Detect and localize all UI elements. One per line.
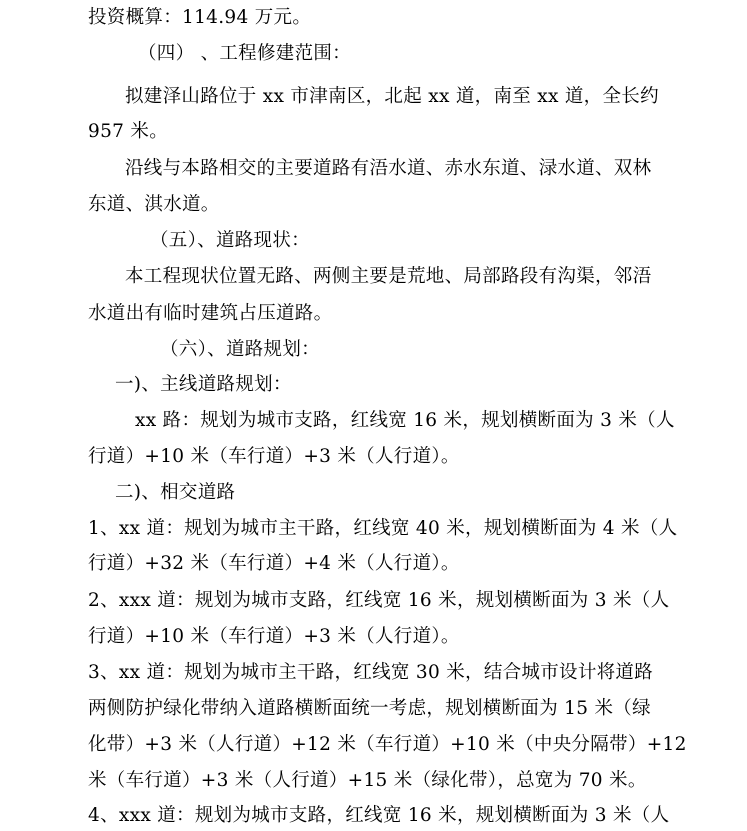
heading-road-planning: （六）、道路规划：	[160, 339, 320, 360]
heading-road-status: （五）、道路现状：	[150, 230, 310, 251]
paragraph-crossing-line-2: 东道、淇水道。	[88, 194, 220, 215]
paragraph-crossing-line-1: 沿线与本路相交的主要道路有浯水道、赤水东道、渌水道、双林	[125, 158, 652, 179]
paragraph-scope-line-2: 957 米。	[88, 121, 168, 142]
heading-construction-scope: （四） 、工程修建范围：	[138, 43, 351, 64]
paragraph-status-line-2: 水道出有临时建筑占压道路。	[88, 303, 333, 324]
paragraph-budget: 投资概算：114.94 万元。	[88, 7, 312, 28]
item-2-line-1: 2、xxx 道：规划为城市支路，红线宽 16 米，规划横断面为 3 米（人	[88, 590, 670, 611]
item-3-line-4: 米（车行道）+3 米（人行道）+15 米（绿化带），总宽为 70 米。	[88, 770, 647, 791]
item-3-line-3: 化带）+3 米（人行道）+12 米（车行道）+10 米（中央分隔带）+12	[88, 734, 687, 755]
paragraph-main-road-line-1: xx 路：规划为城市支路，红线宽 16 米，规划横断面为 3 米（人	[135, 410, 675, 431]
subheading-main-road: 一)、主线道路规划：	[115, 374, 292, 395]
item-2-line-2: 行道）+10 米（车行道）+3 米（人行道）。	[88, 626, 460, 647]
item-4-line-1: 4、xxx 道：规划为城市支路，红线宽 16 米，规划横断面为 3 米（人	[88, 805, 670, 826]
paragraph-status-line-1: 本工程现状位置无路、两侧主要是荒地、局部路段有沟渠，邻浯	[125, 266, 652, 287]
subheading-crossing-roads: 二)、相交道路	[115, 482, 236, 503]
item-3-line-2: 两侧防护绿化带纳入道路横断面统一考虑，规划横断面为 15 米（绿	[88, 698, 651, 719]
paragraph-main-road-line-2: 行道）+10 米（车行道）+3 米（人行道）。	[88, 446, 460, 467]
item-3-line-1: 3、xx 道：规划为城市主干路，红线宽 30 米，结合城市设计将道路	[88, 662, 654, 683]
item-1-line-1: 1、xx 道：规划为城市主干路，红线宽 40 米，规划横断面为 4 米（人	[88, 518, 678, 539]
paragraph-scope-line-1: 拟建泽山路位于 xx 市津南区，北起 xx 道，南至 xx 道，全长约	[125, 86, 659, 107]
item-1-line-2: 行道）+32 米（车行道）+4 米（人行道）。	[88, 553, 460, 574]
